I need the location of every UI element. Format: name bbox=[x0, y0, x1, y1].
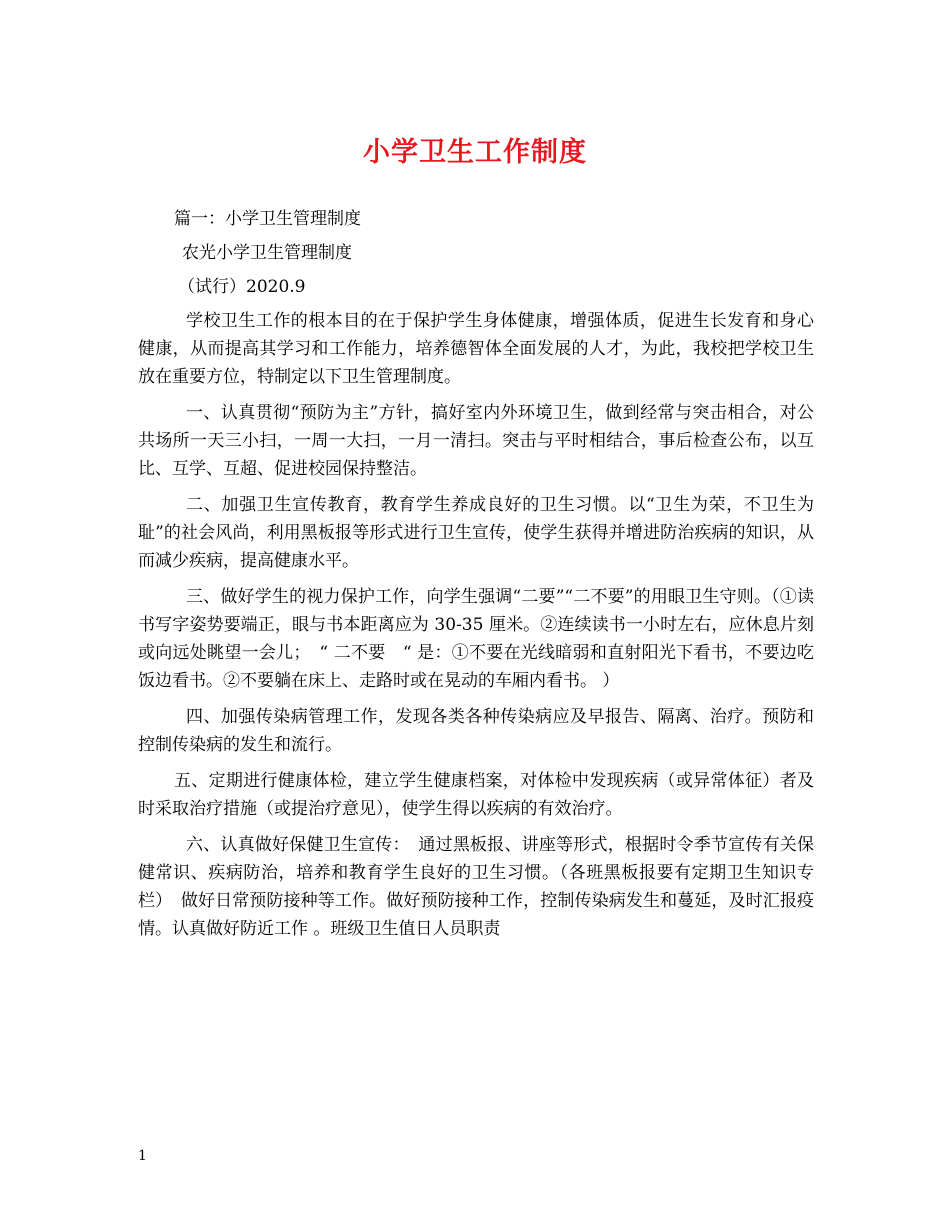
page-number: 1 bbox=[138, 1148, 147, 1164]
document-body bbox=[138, 205, 814, 951]
rule-6-paragraph: 六、认真做好保健卫生宣传： 通过黑板报、讲座等形式，根据时令季节宣传有关保健常识、疾病防治，培养和教育学生良好的卫生习惯。（各班黑板报要有定期卫生知识专栏） 做好日常预防接种等工作。做好预防接种工作，控制传染病发生和蔓延，及时汇报疫情。认真做好防近工作 。班级卫生值日人员职责 bbox=[138, 835, 814, 939]
school-regulation-title: 农光小学卫生管理制度 bbox=[182, 243, 352, 263]
document-title: 小学卫生工作制度 bbox=[363, 137, 587, 168]
rule-3-paragraph: 三、做好学生的视力保护工作，向学生强调“二要”“二不要”的用眼卫生守则。（①读书写字姿势要端正，眼与书本距离应为 30-35 厘米。②连续读书一小时左右，应休息片刻或向远处眺望一会儿； “ 二不要 “ 是：①不要在光线暗弱和直射阳光下看书，不要边吃饭边看书。②不要躺在床上、走路时或在晃动的车厢内看书。 ） bbox=[138, 587, 814, 691]
rule-4-paragraph: 四、加强传染病管理工作，发现各类各种传染病应及早报告、隔离、治疗。预防和控制传染病的发生和流行。 bbox=[138, 707, 814, 755]
trial-date-line: （试行）2020.9 bbox=[178, 277, 306, 297]
rule-5-paragraph: 五、定期进行健康体检，建立学生健康档案，对体检中发现疾病（或异常体征）者及时采取治疗措施（或提治疗意见），使学生得以疾病的有效治疗。 bbox=[138, 771, 814, 819]
section-heading: 篇一：小学卫生管理制度 bbox=[174, 209, 361, 229]
intro-paragraph: 学校卫生工作的根本目的在于保护学生身体健康，增强体质，促进生长发育和身心健康，从而提高其学习和工作能力，培养德智体全面发展的人才，为此，我校把学校卫生放在重要方位，特制定以下卫生管理制度。 bbox=[138, 311, 814, 387]
rule-2-paragraph: 二、加强卫生宣传教育，教育学生养成良好的卫生习惯。以“卫生为荣，不卫生为耻”的社会风尚，利用黑板报等形式进行卫生宣传，使学生获得并增进防治疾病的知识，从而减少疾病，提高健康水平。 bbox=[138, 495, 814, 571]
rule-1-paragraph: 一、认真贯彻“预防为主”方针，搞好室内外环境卫生，做到经常与突击相合，对公共场所一天三小扫，一周一大扫，一月一清扫。突击与平时相结合，事后检查公布，以互比、互学、互超、促进校园保持整洁。 bbox=[138, 403, 814, 479]
